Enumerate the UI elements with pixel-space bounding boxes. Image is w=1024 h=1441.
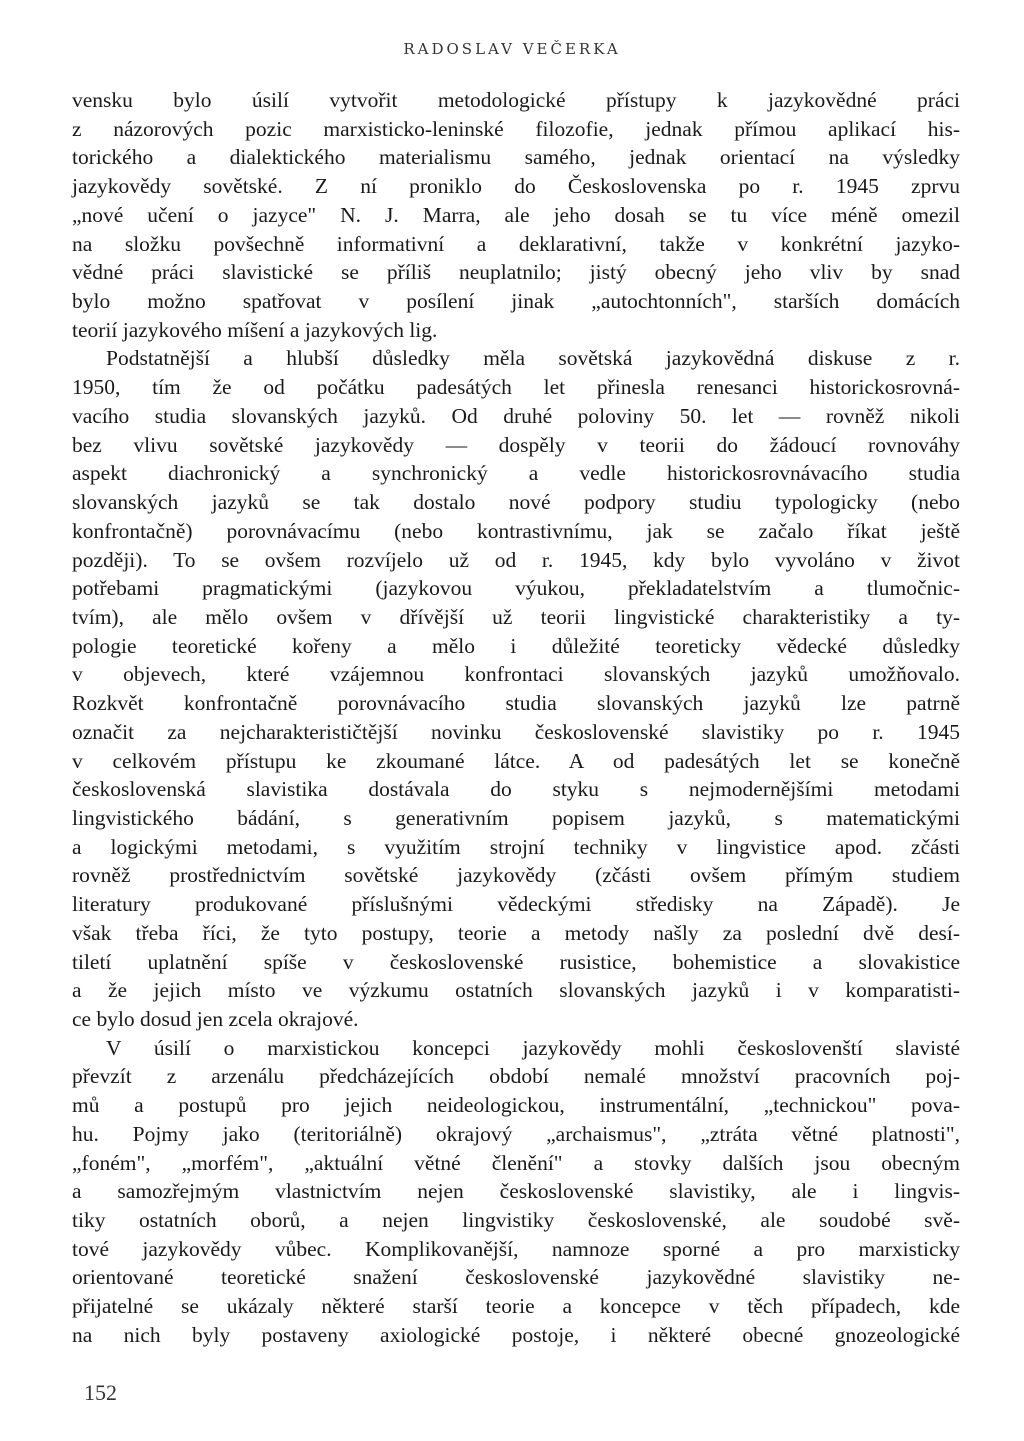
text-line: Rozkvět konfrontačně porovnávacího studia slovanských jazyků lze patrně: [72, 691, 960, 716]
text-line: a že jejich místo ve výzkumu ostatních slovanských jazyků i v komparatisti-: [72, 978, 960, 1003]
text-line: bylo možno spatřovat v posílení jinak „autochtonních", starších domácích: [72, 289, 960, 314]
text-line: konfrontačně) porovnávacímu (nebo kontrastivnímu, jak se začalo říkat ještě: [72, 518, 960, 543]
text-line: aspekt diachronický a synchronický a vedle historickosrovnávacího studia: [72, 461, 960, 486]
text-line: vensku bylo úsilí vytvořit metodologické přístupy k jazykovědné práci: [72, 88, 960, 112]
text-line: orientované teoretické snažení československé jazykovědné slavistiky ne-: [72, 1265, 960, 1290]
text-line: v objevech, které vzájemnou konfrontaci slovanských jazyků umožňovalo.: [72, 662, 960, 687]
text-line: a logickými metodami, s využitím strojní techniky v lingvistice apod. zčásti: [72, 834, 960, 859]
text-line: z názorových pozic marxisticko-leninské filozofie, jednak přímou aplikací his-: [72, 116, 960, 141]
text-line: ce bylo dosud jen zcela okrajové.: [72, 1007, 359, 1031]
text-line: tiky ostatních oborů, a nejen lingvistiky československé, ale soudobé svě-: [72, 1208, 960, 1233]
text-line: teorií jazykového míšení a jazykových lig.: [72, 317, 438, 342]
text-line: tové jazykovědy vůbec. Komplikovanější, namnoze sporné a pro marxisticky: [72, 1236, 960, 1261]
text-line: hu. Pojmy jako (teritoriálně) okrajový „archaismus", „ztráta větné platnosti",: [72, 1121, 960, 1146]
text-line: „nové učení o jazyce" N. J. Marra, ale jeho dosah se tu více méně omezil: [72, 202, 960, 227]
body-text: [72, 86, 960, 1350]
running-head: RADOSLAV VEČERKA: [403, 40, 621, 58]
text-line: převzít z arzenálu předcházejících období nemalé množství pracovních poj-: [72, 1064, 960, 1089]
text-line: vacího studia slovanských jazyků. Od druhé poloviny 50. let — rovněž nikoli: [72, 403, 960, 428]
text-line: literatury produkované příslušnými vědeckými středisky na Západě). Je: [72, 892, 960, 917]
text-line: lingvistického bádání, s generativním popisem jazyků, s matematickými: [72, 805, 960, 830]
text-line: rovněž prostřednictvím sovětské jazykovědy (zčásti ovšem přímým studiem: [72, 863, 960, 888]
text-line: torického a dialektického materialismu samého, jednak orientací na výsledky: [72, 145, 960, 170]
text-line: a samozřejmým vlastnictvím nejen československé slavistiky, ale i lingvis-: [72, 1179, 960, 1204]
text-line: na nich byly postaveny axiologické postoje, i některé obecné gnozeologické: [72, 1322, 960, 1347]
text-line: potřebami pragmatickými (jazykovou výukou, překladatelstvím a tlumočnic-: [72, 576, 960, 601]
page-number: 152: [84, 1380, 117, 1405]
text-line: tiletí uplatnění spíše v československé rusistice, bohemistice a slovakistice: [72, 949, 960, 974]
text-line: 1950, tím že od počátku padesátých let přinesla renesanci historickosrovná-: [72, 375, 960, 400]
text-line: pologie teoretické kořeny a mělo i důležité teoreticky vědecké důsledky: [72, 633, 960, 658]
text-line: přijatelné se ukázaly některé starší teorie a koncepce v těch případech, kde: [72, 1294, 960, 1319]
text-line: na složku povšechně informativní a deklarativní, takže v konkrétní jazyko-: [72, 231, 960, 256]
paragraph-start-line: V úsilí o marxistickou koncepci jazykovědy mohli českoslovenští slavisté: [106, 1035, 960, 1060]
text-line: „foném", „morfém", „aktuální větné členění" a stovky dalších jsou obecným: [72, 1150, 960, 1175]
text-line: však třeba říci, že tyto postupy, teorie a metody našly za poslední dvě desí-: [72, 920, 960, 945]
text-line: vědné práci slavistické se příliš neuplatnilo; jistý obecný jeho vliv by snad: [72, 260, 960, 285]
text-line: tvím), ale mělo ovšem v dřívější už teorii lingvistické charakteristiky a ty-: [72, 604, 960, 629]
text-line: označit za nejcharakterističtější novinku československé slavistiky po r. 1945: [72, 719, 960, 744]
paragraph-start-line: Podstatnější a hlubší důsledky měla sovětská jazykovědná diskuse z r.: [106, 346, 960, 371]
text-line: jazykovědy sovětské. Z ní proniklo do Československa po r. 1945 zprvu: [72, 174, 960, 199]
text-line: československá slavistika dostávala do styku s nejmodernějšími metodami: [72, 777, 960, 802]
text-line: mů a postupů pro jejich neideologickou, instrumentální, „technickou" pova-: [72, 1093, 960, 1118]
text-line: v celkovém přístupu ke zkoumané látce. A od padesátých let se konečně: [72, 748, 960, 773]
text-line: bez vlivu sovětské jazykovědy — dospěly v teorii do žádoucí rovnováhy: [72, 432, 960, 457]
text-line: později). To se ovšem rozvíjelo už od r. 1945, kdy bylo vyvoláno v život: [72, 547, 960, 572]
text-line: slovanských jazyků se tak dostalo nové podpory studiu typologicky (nebo: [72, 490, 960, 515]
